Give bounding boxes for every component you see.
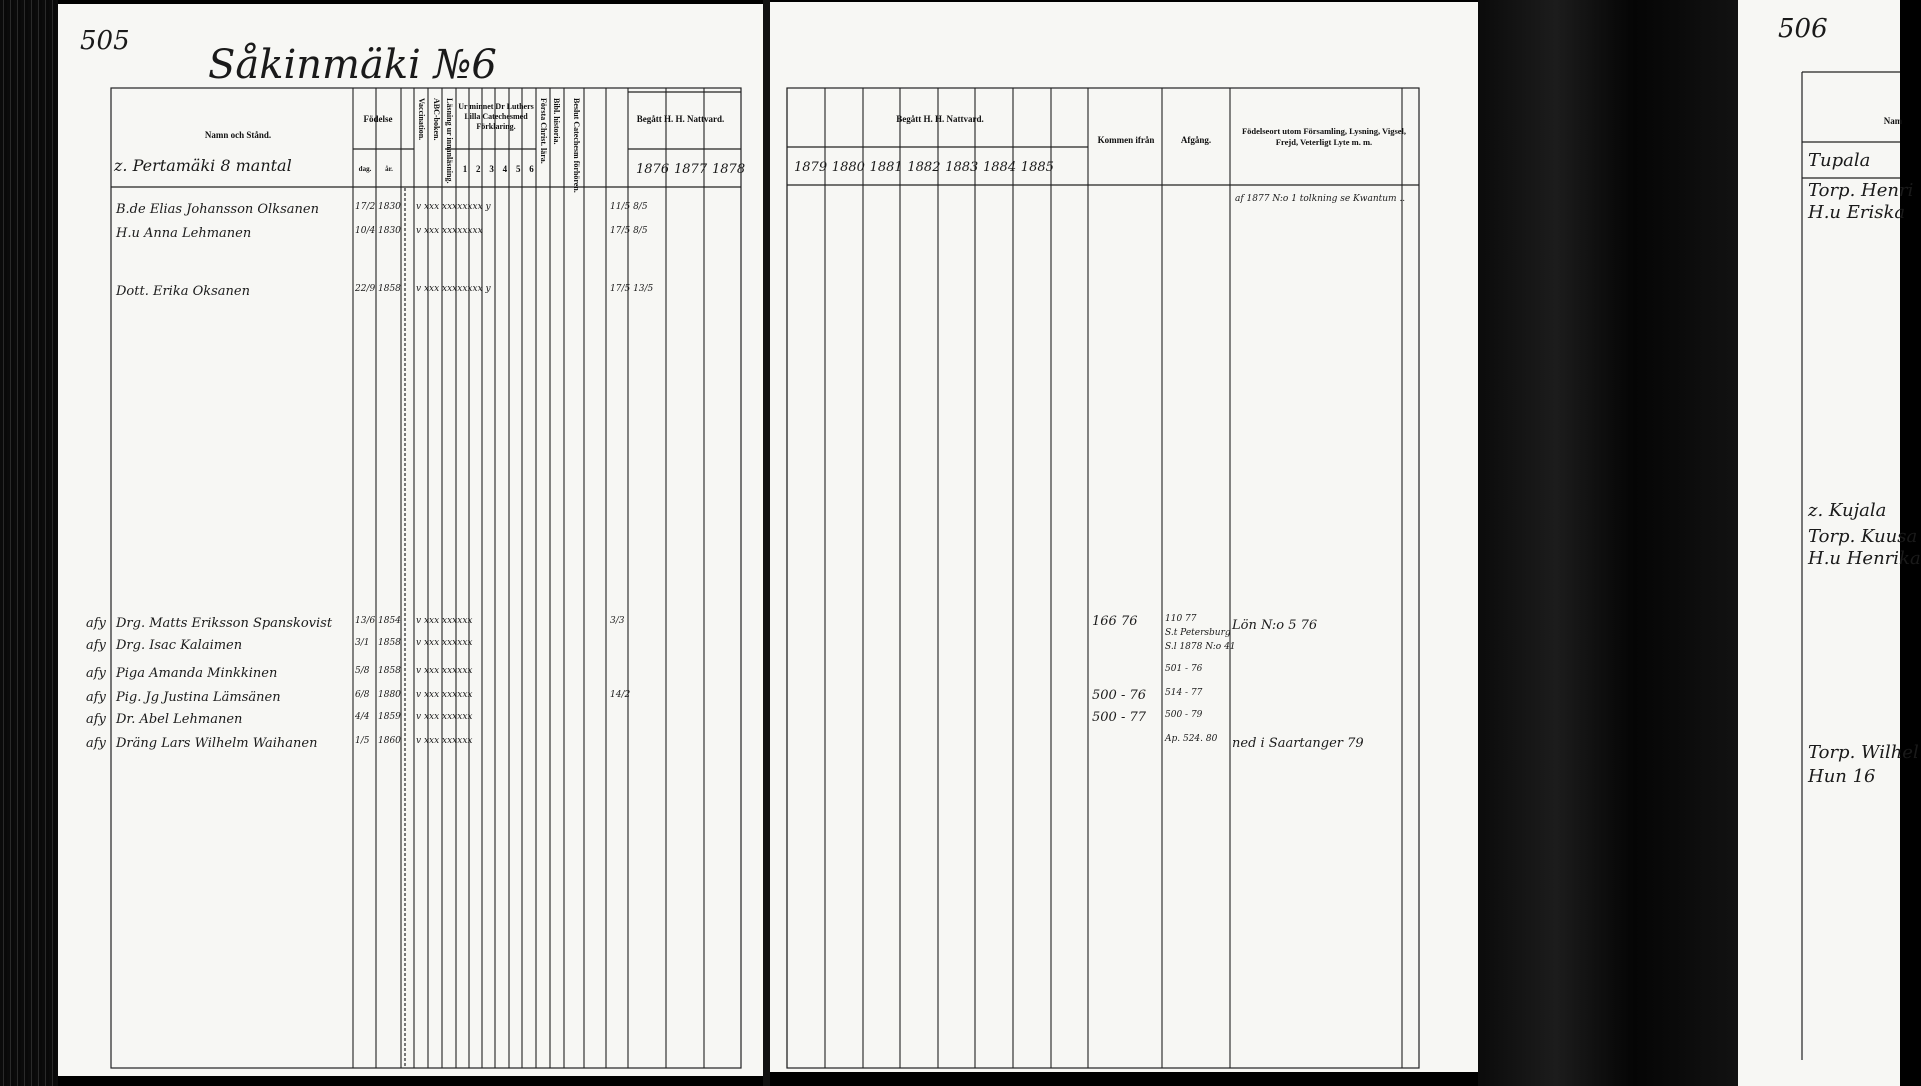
year-header: 1879 [794,160,828,175]
year-header: 1880 [831,160,865,175]
birth-day: 13/6 [355,616,376,626]
birth-day: 3/1 [355,638,370,648]
person-name: Dott. Erika Oksanen [116,284,250,299]
communion-dates: 17/5 13/5 [610,284,654,294]
page-number-left: 505 [80,26,130,56]
birth-day: 4/4 [355,712,370,722]
year-header: 1884 [983,160,1017,175]
knowledge-marks: v xxx xxxxxx [416,666,473,676]
next-page-name: H.u Eriska [1808,202,1906,223]
next-page-name: Torp. Henri [1808,180,1914,201]
knowledge-marks: v xxx xxxxxxxx y [416,284,491,294]
afgang-entry: Ap. 524. 80 [1165,734,1218,744]
person-name: B.de Elias Johansson Olksanen [116,202,319,217]
communion-dates: 11/5 8/5 [610,202,648,212]
farm-title: Såkinmäki №6 [208,42,497,88]
knowledge-marks: v xxx xxxxxx [416,616,473,626]
afgang-entry: S.l 1878 N:o 41 [1165,642,1236,652]
birth-year: 1859 [378,712,401,722]
catechism-digit: 5 [515,164,521,174]
person-name: Drg. Isac Kalaimen [116,638,243,653]
header-next-namn: Nam [1883,116,1903,126]
person-name: Dr. Abel Lehmanen [116,712,243,727]
next-page-name: H.u Henrika [1808,548,1921,569]
birth-day: 1/5 [355,736,370,746]
next-page-name: z. Kujala [1808,500,1887,521]
afflyttad-mark: afy [86,690,106,705]
birth-year: 1858 [378,666,401,676]
birth-day: 6/8 [355,690,370,700]
knowledge-marks: v xxx xxxxxxxx y [416,202,491,212]
afgang-entry: 501 - 76 [1165,664,1203,674]
communion-dates: 17/5 8/5 [610,226,648,236]
header-begatt-right: Begått H. H. Nattvard. [896,114,984,124]
book-edge-left [0,0,58,1086]
communion-dates: 3/3 [610,616,625,626]
knowledge-marks: v xxx xxxxxx [416,638,473,648]
header-begatt-left: Begått H. H. Nattvard. [636,114,725,124]
header-forsta: Första Christ. lära. [539,98,548,164]
person-name: Piga Amanda Minkkinen [116,666,278,681]
header-kommen: Kommen ifrån [1097,135,1155,145]
book-gutter [763,0,770,1086]
kommen-entry: 500 - 77 [1092,710,1147,725]
header-bibl: Bibl. historia. [552,98,561,145]
afflyttad-mark: afy [86,712,106,727]
fodelseort-entry: Lön N:o 5 76 [1232,618,1318,633]
catechism-digit: 1 [462,164,468,174]
header-besluten: Beslut Catechesm förhören. [572,98,581,193]
afflyttad-mark: afy [86,616,106,631]
year-header: 1882 [907,160,941,175]
afflyttad-mark: afy [86,666,106,681]
birth-year: 1860 [378,736,401,746]
afflyttad-mark: afy [86,736,106,751]
next-page-name: Torp. Kuusa [1808,526,1918,547]
year-header: 1885 [1020,160,1054,175]
header-vaccination: Vaccination. [417,98,426,141]
catechism-digit: 3 [489,164,494,174]
knowledge-marks: v xxx xxxxxx [416,690,473,700]
afgang-entry: 500 - 79 [1165,710,1203,720]
kommen-entry: 166 76 [1092,614,1138,629]
year-header: 1878 [712,162,746,177]
year-header: 1876 [636,162,670,177]
header-fodelseort: Födelseort utom Församling, Lysning, Vigsel, Frejd, Veterligt Lyte m. m. [1241,126,1407,147]
afgang-entry: 110 77 [1165,614,1197,624]
note-top: af 1877 N:o 1 tolkning se Kwantum .. [1235,194,1406,204]
afgang-entry: 514 - 77 [1165,688,1203,698]
knowledge-marks: v xxx xxxxxx [416,736,473,746]
kommen-entry: 500 - 76 [1092,688,1147,703]
knowledge-marks: v xxx xxxxxxxx [416,226,483,236]
header-namn: Namn och Stånd. [204,130,272,140]
person-name: Drg. Matts Eriksson Spanskovist [116,616,333,631]
fodelseort-entry: ned i Saartanger 79 [1232,736,1364,751]
header-dag: dag. [358,165,372,173]
year-header: 1883 [945,160,979,175]
year-header: 1877 [674,162,708,177]
person-name: Pig. Jg Justina Lämsänen [116,690,281,705]
next-page-name: Torp. Wilhel [1808,742,1919,763]
left-page [58,4,763,1076]
birth-day: 17/2 [355,202,376,212]
next-page-partial [1738,0,1921,1086]
birth-year: 1858 [378,284,401,294]
afflyttad-mark: afy [86,638,106,653]
birth-year: 1854 [378,616,401,626]
birth-year: 1830 [378,202,401,212]
catechism-digit: 4 [502,164,508,174]
birth-day: 5/8 [355,666,370,676]
birth-year: 1830 [378,226,401,236]
knowledge-marks: v xxx xxxxxx [416,712,473,722]
next-page-name: Hun 16 [1808,766,1876,787]
person-name: H.u Anna Lehmanen [116,226,252,241]
year-header: 1881 [869,160,903,175]
catechism-digit: 2 [476,164,481,174]
next-page-name: Tupala [1808,150,1871,171]
birth-day: 10/4 [355,226,376,236]
household-heading: z. Pertamäki 8 mantal [114,156,292,175]
birth-year: 1858 [378,638,401,648]
header-lasning: Läsning ur innanläsning. [445,98,454,184]
book-binding [1478,0,1738,1086]
person-name: Dräng Lars Wilhelm Waihanen [116,736,318,751]
header-afgang: Afgång. [1180,135,1212,145]
catechism-digit: 6 [529,164,534,174]
birth-year: 1880 [378,690,401,700]
header-abc: ABC-boken. [432,98,441,141]
page-number-right: 506 [1778,14,1828,44]
header-fodelse: Födelse [363,114,393,124]
right-page [770,2,1478,1072]
header-ur-minnet: Ur minnet Dr Luthers Lilla Catechesmed Förklaring. [458,102,534,131]
header-ar: år. [385,165,393,173]
birth-day: 22/9 [355,284,376,294]
afgang-entry: S.t Petersburg [1165,628,1231,638]
communion-dates: 14/2 [610,690,631,700]
